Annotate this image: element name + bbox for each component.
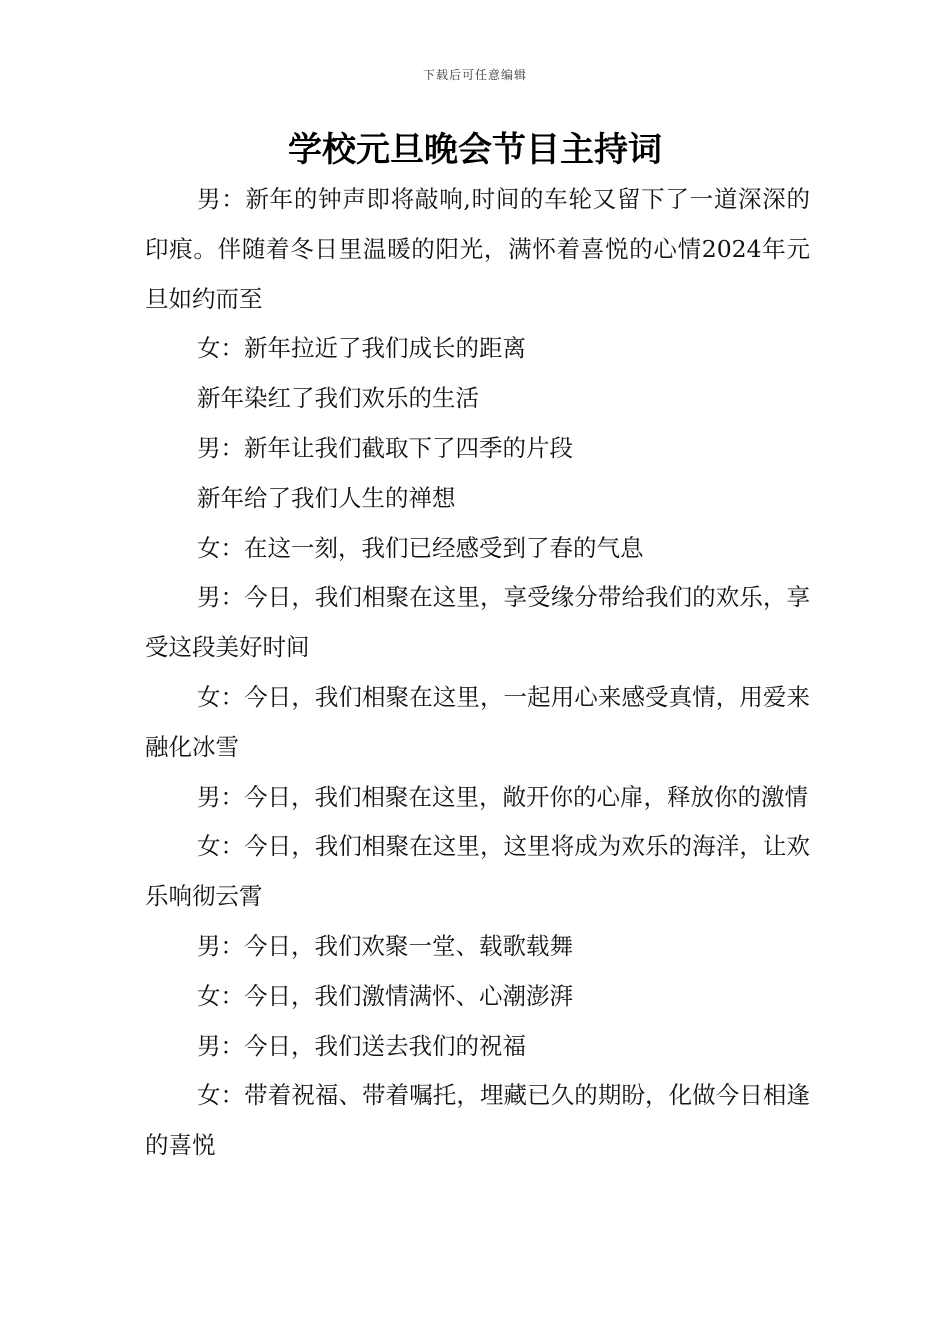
paragraph: 新年染红了我们欢乐的生活 [197,384,479,413]
paragraph: 女：今日，我们相聚在这里，这里将成为欢乐的海洋，让欢乐响彻云霄 [145,832,810,911]
paragraph: 女：带着祝福、带着嘱托，埋藏已久的期盼，化做今日相逢的喜悦 [145,1081,810,1160]
paragraph: 女：今日，我们激情满怀、心潮澎湃 [197,981,573,1010]
paragraph: 新年给了我们人生的禅想 [197,483,456,512]
paragraph: 男：今日，我们相聚在这里，享受缘分带给我们的欢乐，享受这段美好时间 [145,583,810,662]
page-header-note: 下载后可任意编辑 [422,68,527,82]
paragraph: 男：新年让我们截取下了四季的片段 [197,433,573,462]
paragraph: 女：在这一刻，我们已经感受到了春的气息 [197,533,644,562]
paragraph: 男：今日，我们送去我们的祝福 [197,1031,526,1060]
document-title: 学校元旦晚会节目主持词 [288,130,662,170]
paragraph: 男：今日，我们欢聚一堂、载歌载舞 [197,931,573,960]
paragraph: 男：今日，我们相聚在这里，敞开你的心扉，释放你的激情 [197,782,808,811]
paragraph: 男：新年的钟声即将敲响,时间的车轮又留下了一道深深的印痕。伴随着冬日里温暖的阳光，满怀着喜悦的心情2024年元旦如约而至 [145,185,810,313]
document-body [145,175,810,1171]
paragraph: 女：新年拉近了我们成长的距离 [197,334,526,363]
paragraph: 女：今日，我们相聚在这里，一起用心来感受真情，用爱来融化冰雪 [145,682,810,761]
